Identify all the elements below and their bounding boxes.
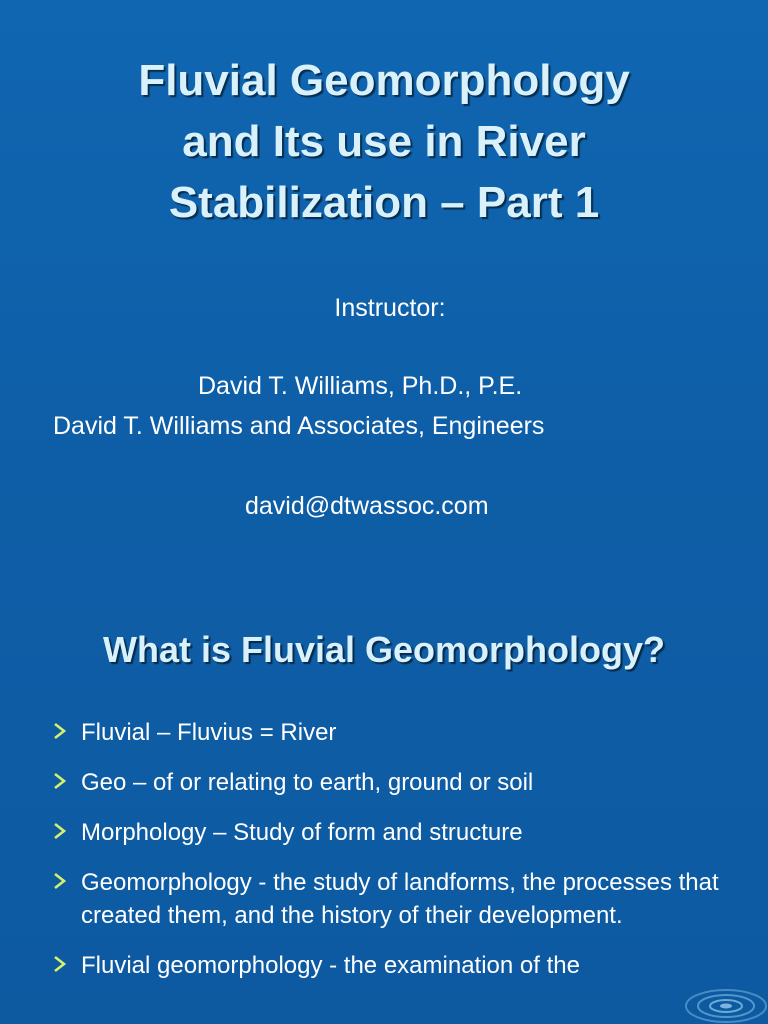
bullet-item [0, 766, 768, 799]
instructor-label: Instructor: [334, 294, 446, 322]
chevron-right-icon [53, 722, 69, 742]
chevron-right-icon [53, 872, 69, 892]
bullet-text: Morphology – Study of form and structure [81, 819, 523, 846]
bullet-text: Geo – of or relating to earth, ground or soil [81, 769, 534, 796]
bullet-text: Geomorphology - the study of landforms, the processes that created them, and the history of their development. [81, 869, 719, 929]
bullet-text: Fluvial – Fluvius = River [81, 719, 337, 746]
email-address: david@dtwassoc.com [245, 492, 489, 520]
slide-heading: What is Fluvial Geomorphology? [102, 629, 666, 670]
bullet-item [0, 949, 768, 982]
company-name: David T. Williams and Associates, Engineers [53, 412, 545, 440]
water-ripple-icon [678, 964, 768, 1024]
chevron-right-icon [53, 955, 69, 975]
definition-slide [0, 600, 768, 1024]
chevron-right-icon [53, 822, 69, 842]
slide-title-line-1: Fluvial Geomorphology [138, 56, 630, 105]
bullet-item [0, 866, 768, 932]
instructor-name: David T. Williams, Ph.D., P.E. [198, 372, 523, 400]
slide-title-line-3: Stabilization – Part 1 [168, 178, 600, 227]
chevron-right-icon [53, 772, 69, 792]
slide-title [0, 50, 768, 233]
bullet-text: Fluvial geomorphology - the examination of the [81, 952, 580, 979]
bullet-item [0, 816, 768, 849]
bullet-item [0, 716, 768, 749]
slide-title-line-2: and Its use in River [182, 117, 586, 166]
bullet-list [0, 716, 768, 999]
